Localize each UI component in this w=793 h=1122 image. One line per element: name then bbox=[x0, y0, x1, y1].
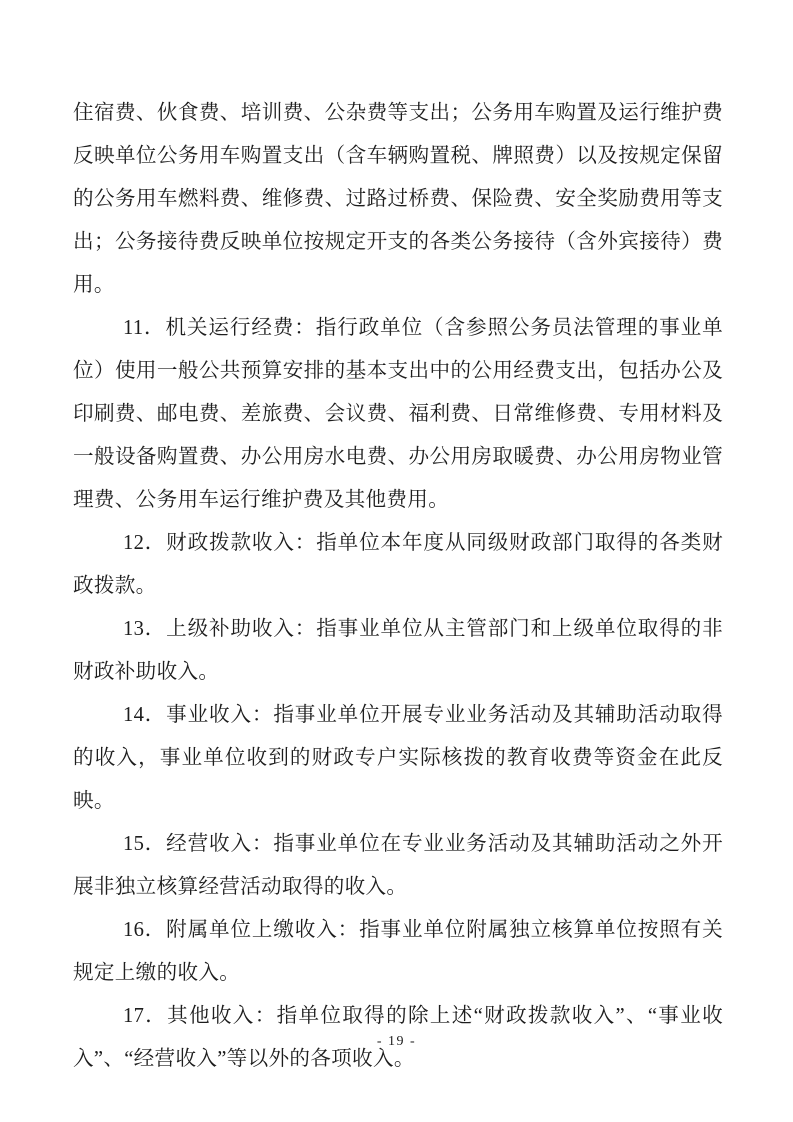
definition-item-14: 14．事业收入：指事业单位开展专业业务活动及其辅助活动取得的收入，事业单位收到的财政专户实际核拨的教育收费等资金在此反映。 bbox=[73, 704, 723, 812]
definition-item-16: 16．附属单位上缴收入：指事业单位附属独立核算单位按照有关规定上缴的收入。 bbox=[73, 919, 723, 984]
definition-item-15: 15．经营收入：指事业单位在专业业务活动及其辅助活动之外开展非独立核算经营活动取得的收入。 bbox=[73, 833, 723, 898]
definition-item-17: 17．其他收入：指单位取得的除上述“财政拨款收入”、“事业收入”、“经营收入”等以外的各项收入。 bbox=[73, 1005, 723, 1070]
continuation-paragraph: 住宿费、伙食费、培训费、公杂费等支出；公务用车购置及运行维护费反映单位公务用车购置支出（含车辆购置税、牌照费）以及按规定保留的公务用车燃料费、维修费、过路过桥费、保险费、安全奖励费用等支出；公务接待费反映单位按规定开支的各类公务接待（含外宾接待）费用。 bbox=[73, 102, 723, 296]
definition-item-13: 13．上级补助收入：指事业单位从主管部门和上级单位取得的非财政补助收入。 bbox=[73, 618, 723, 683]
page-number: - 19 - bbox=[376, 1034, 417, 1049]
definition-item-11: 11．机关运行经费：指行政单位（含参照公务员法管理的事业单位）使用一般公共预算安排的基本支出中的公用经费支出，包括办公及印刷费、邮电费、差旅费、会议费、福利费、日常维修费、专用材料及一般设备购置费、办公用房水电费、办公用房取暖费、办公用房物业管理费、公务用车运行维护费及其他费用。 bbox=[73, 317, 723, 511]
document-body bbox=[73, 92, 723, 1081]
definition-item-12: 12．财政拨款收入：指单位本年度从同级财政部门取得的各类财政拨款。 bbox=[73, 532, 723, 597]
